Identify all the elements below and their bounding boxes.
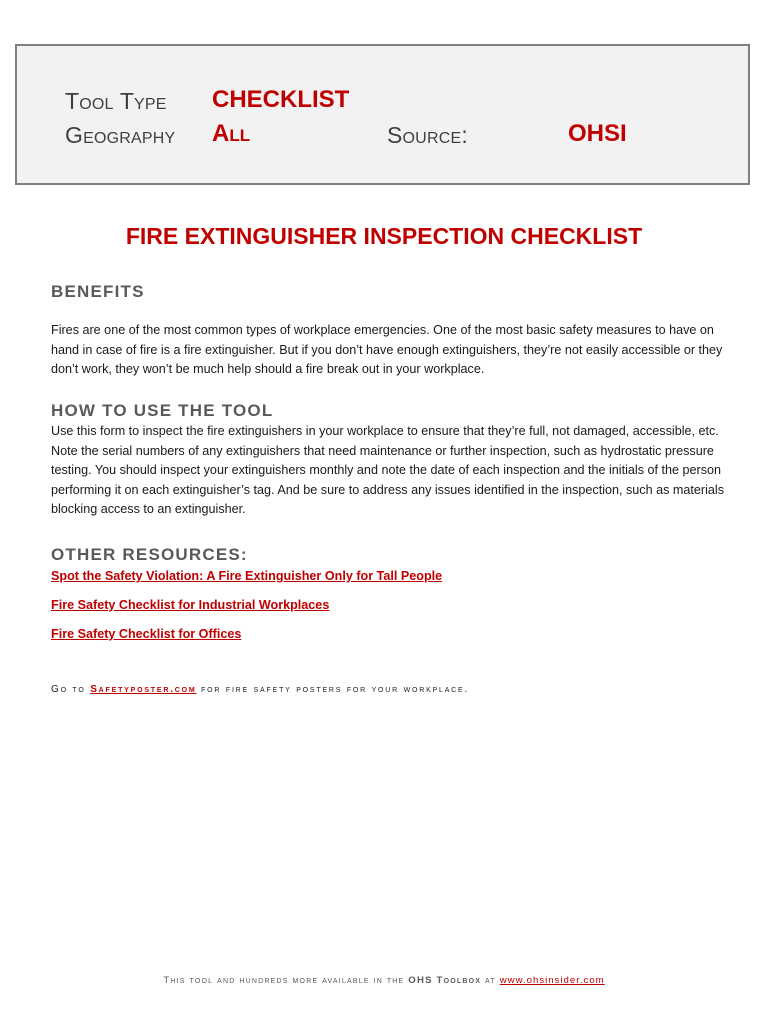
benefits-heading: BENEFITS (51, 282, 145, 301)
ohsinsider-link[interactable]: www.ohsinsider.com (499, 975, 605, 986)
resources-heading: OTHER RESOURCES: (51, 545, 248, 564)
header-box (15, 44, 750, 185)
goto-suffix: for fire safety posters for your workplace. (201, 684, 470, 695)
geography-value: All (212, 120, 251, 147)
goto-line (51, 685, 469, 695)
geography-label: Geography (65, 122, 176, 148)
goto-prefix: Go to (51, 684, 86, 695)
safetyposter-link[interactable]: Safetyposter.com (90, 684, 197, 695)
benefits-text: Fires are one of the most common types of workplace emergencies. One of the most basic safety measures to have on hand in case of fire is a fire extinguisher. But if you don’t have enough extinguishers, they’re not easily accessible or they don’t work, they won’t be much help should a fire break out in your workplace. (51, 323, 723, 377)
source-value: OHSI (568, 120, 627, 147)
footer-at: at (485, 975, 496, 986)
document-title: FIRE EXTINGUISHER INSPECTION CHECKLIST (125, 223, 643, 249)
how-to-heading: HOW TO USE THE TOOL (51, 401, 274, 420)
tool-type-label: Tool Type (65, 88, 167, 114)
footer-toolbox: OHS Toolbox (408, 975, 482, 986)
how-to-text: Use this form to inspect the fire extinguishers in your workplace to ensure that they’re full, not damaged, accessible, etc. Note the serial numbers of any extinguishers that need maintenance or further inspection, such as hydrostatic pressure testing. You should inspect your extinguishers monthly and note the date of each inspection and the initials of the person performing it on each extinguisher’s tag. And be sure to address any issues identified in the inspection, such as materials blocking access to an extinguisher. (51, 424, 724, 517)
resource-link-tall-people[interactable]: Spot the Safety Violation: A Fire Extinguisher Only for Tall People (51, 569, 443, 583)
source-label: Source: (387, 122, 468, 148)
tool-type-value: CHECKLIST (212, 86, 350, 113)
resource-link-offices[interactable]: Fire Safety Checklist for Offices (51, 627, 242, 641)
resource-link-industrial[interactable]: Fire Safety Checklist for Industrial Workplaces (51, 598, 330, 612)
footer (0, 976, 768, 986)
footer-prefix: This tool and hundreds more available in the (163, 975, 405, 986)
